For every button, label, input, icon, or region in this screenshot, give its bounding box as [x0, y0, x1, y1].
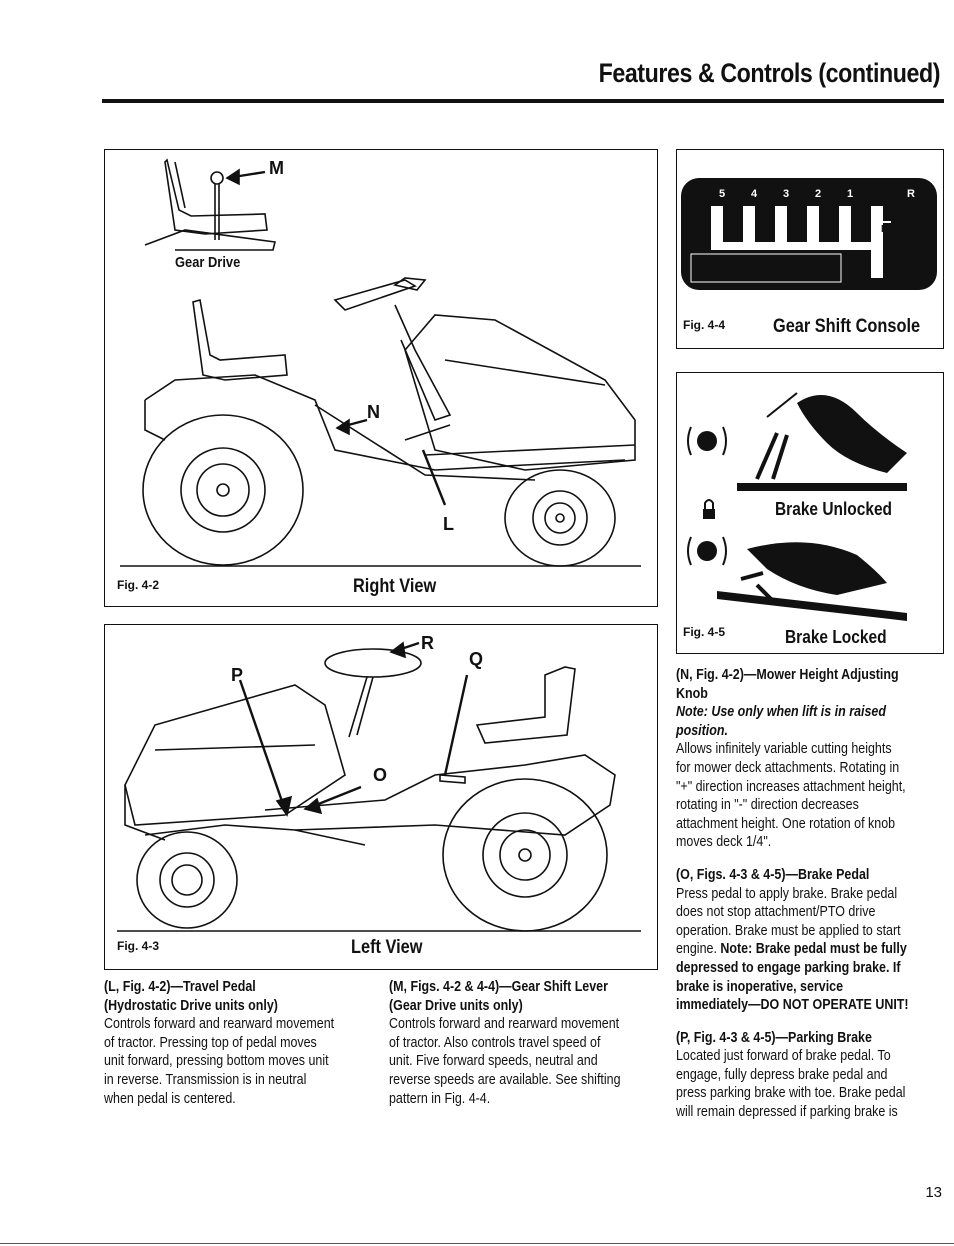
tractor-right-view-illustration: [105, 150, 657, 606]
brake-pedal-text-plain: engine.: [676, 941, 721, 958]
callout-n: N: [367, 402, 380, 422]
mower-height-text-line: attachment height. One rotation of knob: [676, 815, 896, 832]
brake-pedal-heading: (O, Figs. 4-3 & 4-5)—Brake Pedal: [676, 866, 870, 883]
brake-pedal-text-line: operation. Brake must be applied to start: [676, 922, 901, 939]
figure-4-3-label: Fig. 4-3: [117, 939, 160, 953]
gear-shift-lever-text-line: pattern in Fig. 4-4.: [389, 1090, 491, 1107]
figure-4-2: [104, 149, 658, 607]
brake-pedal-warning-start: Note: Brake pedal must be fully: [720, 941, 907, 958]
brake-unlocked-caption: Brake Unlocked: [775, 499, 893, 519]
mower-height-text-line: for mower deck attachments. Rotating in: [676, 759, 900, 776]
gear-5-label: 5: [719, 188, 726, 200]
gear-neutral-label: N: [881, 224, 889, 235]
brake-pedal-text-line: does not stop attachment/PTO drive: [676, 904, 876, 921]
page-title: Features & Controls (continued): [598, 58, 940, 88]
figure-4-4: [676, 149, 944, 349]
brake-locked-caption: Brake Locked: [785, 627, 887, 647]
gear-shift-console-graphic: [681, 178, 937, 290]
gear-2-label: 2: [815, 188, 822, 200]
gear-shift-lever-heading: (M, Figs. 4-2 & 4-4)—Gear Shift Lever: [389, 979, 608, 995]
footer-rule: [0, 1243, 954, 1244]
mower-height-text-line: "+" direction increases attachment height,: [676, 778, 906, 795]
travel-pedal-text-line: in reverse. Transmission is in neutral: [104, 1071, 307, 1088]
mower-height-subheading: Knob: [676, 685, 708, 702]
callout-l: L: [443, 514, 454, 534]
brake-pedal-warning-line: immediately—DO NOT OPERATE UNIT!: [676, 997, 909, 1014]
mower-height-text-line: moves deck 1/4".: [676, 834, 772, 851]
page-number: 13: [925, 1184, 942, 1201]
gear-shift-lever-text-line: of tractor. Also controls travel speed of: [389, 1034, 601, 1051]
figure-4-2-inset-caption: Gear Drive: [175, 254, 241, 271]
figure-4-3-caption: Left View: [351, 937, 423, 958]
figure-4-5-label: Fig. 4-5: [683, 625, 726, 639]
gear-r-label: R: [907, 188, 915, 200]
gear-shift-lever-text-line: reverse speeds are available. See shifting: [389, 1071, 621, 1088]
tractor-left-view-illustration: [105, 625, 657, 969]
figure-4-2-caption: Right View: [353, 576, 437, 597]
section-gear-shift-lever: [389, 978, 659, 1108]
mower-height-text-line: Allows infinitely variable cutting heights: [676, 741, 892, 758]
header-rule: [102, 99, 944, 103]
mower-height-note-continued: position.: [676, 722, 728, 739]
figure-4-3: [104, 624, 658, 970]
callout-m: M: [269, 158, 284, 178]
parking-brake-text-line: Located just forward of brake pedal. To: [676, 1048, 891, 1065]
gear-shift-lever-text-line: Controls forward and rearward movement: [389, 1016, 620, 1033]
travel-pedal-heading: (L, Fig. 4-2)—Travel Pedal: [104, 979, 256, 995]
brake-pedal-warning-line: brake is inoperative, service: [676, 978, 844, 995]
parking-brake-text-line: will remain depressed if parking brake is: [676, 1104, 898, 1121]
gear-3-label: 3: [783, 188, 790, 200]
parking-brake-heading: (P, Fig. 4-3 & 4-5)—Parking Brake: [676, 1029, 872, 1046]
travel-pedal-subheading: (Hydrostatic Drive units only): [104, 997, 278, 1014]
section-travel-pedal: [104, 978, 374, 1108]
figure-4-4-caption: Gear Shift Console: [773, 316, 921, 337]
brake-pedal-text-line: Press pedal to apply brake. Brake pedal: [676, 885, 898, 902]
callout-p: P: [231, 665, 244, 685]
mower-height-text-line: rotating in "-" direction decreases: [676, 797, 859, 814]
callout-q: Q: [469, 649, 484, 669]
gear-shift-lever-subheading: (Gear Drive units only): [389, 997, 523, 1014]
travel-pedal-text-line: of tractor. Pressing top of pedal moves: [104, 1034, 317, 1051]
parking-brake-text-line: press parking brake with toe. Brake pedal: [676, 1085, 906, 1102]
brake-pedal-text-line-mixed: [676, 940, 948, 959]
figure-4-4-label: Fig. 4-4: [683, 318, 726, 332]
brake-pedal-warning-line: depressed to engage parking brake. If: [676, 959, 901, 976]
gear-shift-lever-text-line: unit. Five forward speeds, neutral and: [389, 1053, 598, 1070]
callout-r: R: [421, 633, 434, 653]
section-right-column: [676, 666, 946, 1122]
travel-pedal-text-line: when pedal is centered.: [104, 1090, 236, 1107]
figure-4-5: [676, 372, 944, 654]
parking-brake-text-line: engage, fully depress brake pedal and: [676, 1066, 888, 1083]
travel-pedal-text-line: unit forward, pressing bottom moves unit: [104, 1053, 329, 1070]
figure-4-2-label: Fig. 4-2: [117, 578, 160, 592]
gear-4-label: 4: [751, 188, 758, 200]
gear-1-label: 1: [847, 188, 854, 200]
callout-o: O: [373, 765, 388, 785]
mower-height-heading: (N, Fig. 4-2)—Mower Height Adjusting: [676, 667, 899, 683]
mower-height-note: Note: Use only when lift is in raised: [676, 704, 886, 721]
travel-pedal-text-line: Controls forward and rearward movement: [104, 1016, 335, 1033]
